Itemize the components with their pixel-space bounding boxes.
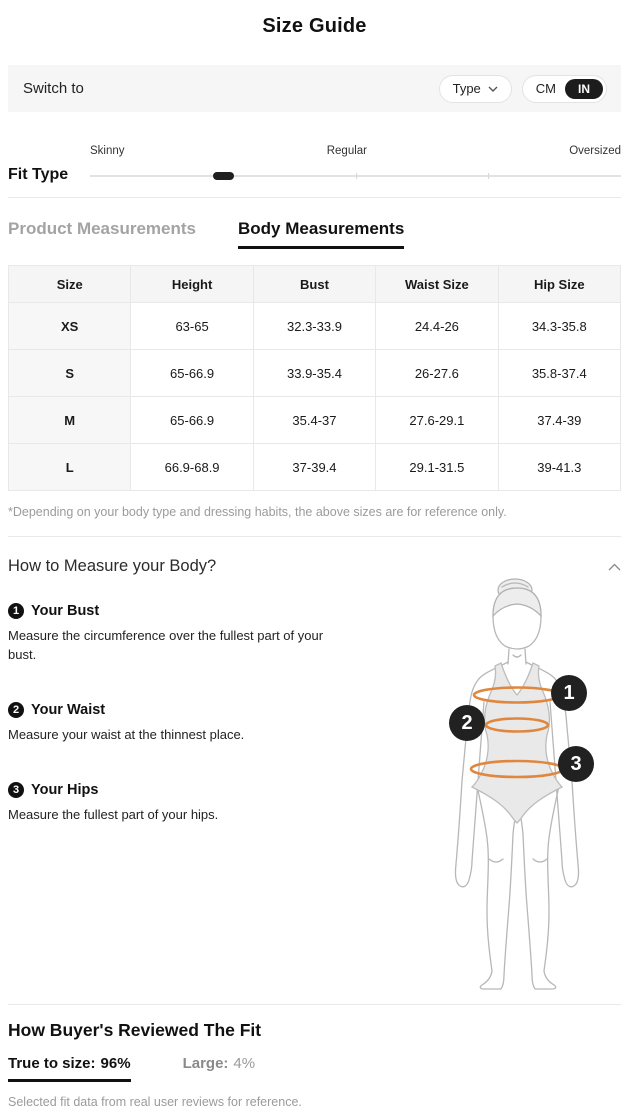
switch-bar — [8, 65, 621, 112]
bust-cell: 35.4-37 — [253, 397, 375, 444]
waist-cell: 26-27.6 — [376, 350, 498, 397]
chevron-up-icon — [608, 563, 621, 571]
section-divider — [8, 1004, 621, 1005]
body-figure-illustration — [421, 576, 621, 996]
waist-cell: 27.6-29.1 — [376, 397, 498, 444]
fit-type-section — [8, 142, 621, 186]
header-cell-size: Size — [9, 266, 131, 303]
stat-label: True to size: — [8, 1055, 96, 1072]
page-title: Size Guide — [262, 15, 367, 37]
bust-cell: 33.9-35.4 — [253, 350, 375, 397]
measure-section-title: How to Measure your Body? — [8, 557, 217, 575]
step-description: Measure your waist at the thinnest place. — [8, 726, 245, 742]
height-cell: 63-65 — [131, 303, 253, 350]
table-row — [9, 303, 621, 350]
step-number-badge: 1 — [8, 603, 24, 619]
step-title: Your Hips — [31, 781, 99, 798]
size-cell: XS — [9, 303, 131, 350]
unit-toggle[interactable] — [522, 75, 607, 103]
waist-cell: 29.1-31.5 — [376, 444, 498, 491]
hip-cell: 39-41.3 — [498, 444, 620, 491]
disclaimer-text: *Depending on your body type and dressing habits, the above sizes are for reference only. — [8, 505, 507, 519]
step-number-badge: 3 — [8, 782, 24, 798]
step-description: Measure the fullest part of your hips. — [8, 806, 219, 822]
size-cell: L — [9, 444, 131, 491]
stat-value: 4% — [233, 1055, 256, 1072]
fit-stat-large — [183, 1055, 256, 1072]
figure-badge-bust: 1 — [551, 675, 587, 711]
size-cell: M — [9, 397, 131, 444]
tab-body-measurements[interactable]: Body Measurements — [238, 219, 404, 249]
table-header-row — [9, 266, 621, 303]
size-cell: S — [9, 350, 131, 397]
header-cell-waist: Waist Size — [376, 266, 498, 303]
step-title: Your Bust — [31, 603, 100, 619]
section-divider — [8, 197, 621, 198]
fit-stats — [8, 1055, 621, 1082]
slider-label-oversized: Oversized — [569, 145, 621, 157]
size-table — [8, 265, 621, 491]
measure-section-body — [8, 576, 621, 996]
step-number-badge: 2 — [8, 702, 24, 718]
table-row — [9, 350, 621, 397]
hip-cell: 37.4-39 — [498, 397, 620, 444]
stat-value: 96% — [100, 1055, 131, 1072]
table-row — [9, 444, 621, 491]
chevron-down-icon — [488, 86, 498, 92]
stat-label: Large: — [182, 1055, 229, 1072]
switch-to-label: Switch to — [23, 80, 84, 97]
height-cell: 65-66.9 — [131, 350, 253, 397]
fit-type-slider — [90, 142, 621, 186]
tab-product-measurements[interactable]: Product Measurements — [8, 219, 196, 238]
measure-step-bust — [8, 603, 421, 665]
waist-cell: 24.4-26 — [376, 303, 498, 350]
step-title: Your Waist — [31, 701, 106, 718]
measure-steps — [8, 576, 421, 861]
hip-cell: 34.3-35.8 — [498, 303, 620, 350]
unit-option-cm[interactable]: CM — [535, 81, 556, 96]
slider-label-regular: Regular — [326, 145, 368, 157]
header-cell-bust: Bust — [253, 266, 375, 303]
fit-stat-true-to-size — [8, 1055, 131, 1082]
bust-cell: 37-39.4 — [253, 444, 375, 491]
review-note: Selected fit data from real user reviews for reference. — [8, 1095, 302, 1109]
slider-handle[interactable] — [213, 172, 234, 180]
measure-step-waist — [8, 702, 421, 745]
measurement-tabs — [8, 219, 621, 249]
bust-cell: 32.3-33.9 — [253, 303, 375, 350]
section-divider — [8, 536, 621, 537]
fit-type-label: Fit Type — [8, 166, 69, 183]
slider-labels — [90, 145, 621, 157]
hip-cell: 35.8-37.4 — [498, 350, 620, 397]
header-cell-height: Height — [131, 266, 253, 303]
step-description: Measure the circumference over the fullest part of your bust. — [8, 628, 324, 662]
slider-tick — [356, 173, 357, 179]
switch-controls — [439, 75, 607, 103]
height-cell: 66.9-68.9 — [131, 444, 253, 491]
measure-section-header[interactable] — [8, 557, 621, 576]
review-section-title: How Buyer's Reviewed The Fit — [8, 1020, 262, 1040]
measure-step-hips — [8, 782, 421, 825]
slider-label-skinny: Skinny — [90, 145, 125, 157]
body-figure-svg — [421, 576, 621, 996]
type-dropdown-button[interactable] — [439, 75, 512, 103]
type-dropdown-label: Type — [452, 81, 481, 96]
figure-badge-waist: 2 — [449, 705, 485, 741]
header-cell-hip: Hip Size — [498, 266, 620, 303]
slider-track[interactable] — [90, 175, 621, 177]
height-cell: 65-66.9 — [131, 397, 253, 444]
table-row — [9, 397, 621, 444]
figure-badge-hips: 3 — [558, 746, 594, 782]
unit-option-in[interactable]: IN — [565, 79, 603, 99]
slider-tick — [488, 173, 489, 179]
